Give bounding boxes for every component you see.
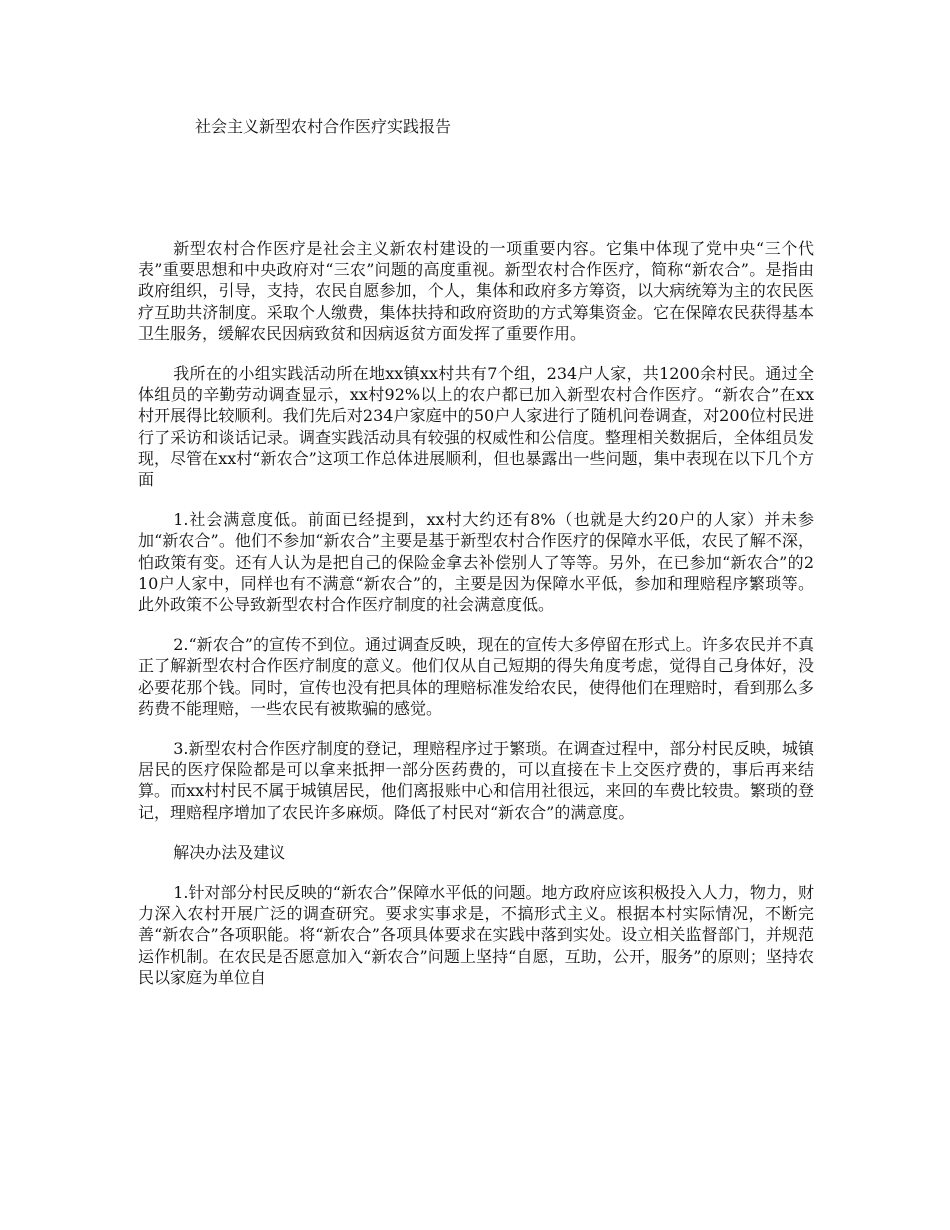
- document-body: [138, 238, 814, 1007]
- paragraph-survey-overview: 我所在的小组实践活动所在地xx镇xx村共有7个组，234户人家，共1200余村民。通过全体组员的辛勤劳动调查显示，xx村92%以上的农户都已加入新型农村合作医疗。“新农合”在xx村开展得比较顺利。我们先后对234户家庭中的50户人家进行了随机问卷调查，对200位村民进行了采访和谈话记录。调查实践活动具有较强的权威性和公信度。整理相关数据后，全体组员发现，尽管在xx村“新农合”这项工作总体进展顺利，但也暴露出一些问题，集中表现在以下几个方面: [138, 364, 814, 490]
- paragraph-issue-publicity: 2.“新农合”的宣传不到位。通过调查反映，现在的宣传大多停留在形式上。许多农民并不真正了解新型农村合作医疗制度的意义。他们仅从自己短期的得失角度考虑，觉得自己身体好，没必要花那个钱。同时，宣传也没有把具体的理赔标准发给农民，使得他们在理赔时，看到那么多药费不能理赔，一些农民有被欺骗的感觉。: [138, 635, 814, 718]
- paragraph-issue-satisfaction: 1.社会满意度低。前面已经提到，xx村大约还有8%（也就是大约20户的人家）并未参加“新农合”。他们不参加“新农合”主要是基于新型农村合作医疗的保障水平低，农民了解不深，怕政策有变。还有人认为是把自己的保险金拿去补偿别人了等等。另外，在已参加“新农合”的210户人家中，同样也有不满意“新农合”的，主要是因为保障水平低，参加和理赔程序繁琐等。此外政策不公导致新型农村合作医疗制度的社会满意度低。: [138, 510, 814, 615]
- paragraph-solution-1: 1.针对部分村民反映的“新农合”保障水平低的问题。地方政府应该积极投入人力，物力，财力深入农村开展广泛的调查研究。要求实事求是，不搞形式主义。根据本村实际情况，不断完善“新农合”各项职能。将“新农合”各项具体要求在实践中落到实处。设立相关监督部门，并规范运作机制。在农民是否愿意加入“新农合”问题上坚持“自愿，互助，公开，服务”的原则；坚持农民以家庭为单位自: [138, 883, 814, 987]
- section-heading-solutions: 解决办法及建议: [173, 842, 286, 862]
- document-title: 社会主义新型农村合作医疗实践报告: [195, 117, 452, 136]
- paragraph-issue-procedures: 3.新型农村合作医疗制度的登记，理赔程序过于繁琐。在调查过程中，部分村民反映，城镇居民的医疗保险都是可以拿来抵押一部分医药费的，可以直接在卡上交医疗费的，事后再来结算。而xx村村民不属于城镇居民，他们离报账中心和信用社很远，来回的车费比较贵。繁琐的登记，理赔程序增加了农民许多麻烦。降低了村民对“新农合”的满意度。: [138, 739, 814, 822]
- paragraph-introduction: 新型农村合作医疗是社会主义新农村建设的一项重要内容。它集中体现了党中央“三个代表”重要思想和中央政府对“三农”问题的高度重视。新型农村合作医疗，简称“新农合”。是指由政府组织，引导，支持，农民自愿参加，个人，集体和政府多方筹资，以大病统筹为主的农民医疗互助共济制度。采取个人缴费，集体扶持和政府资助的方式筹集资金。它在保障农民获得基本卫生服务，缓解农民因病致贫和因病返贫方面发挥了重要作用。: [138, 239, 814, 343]
